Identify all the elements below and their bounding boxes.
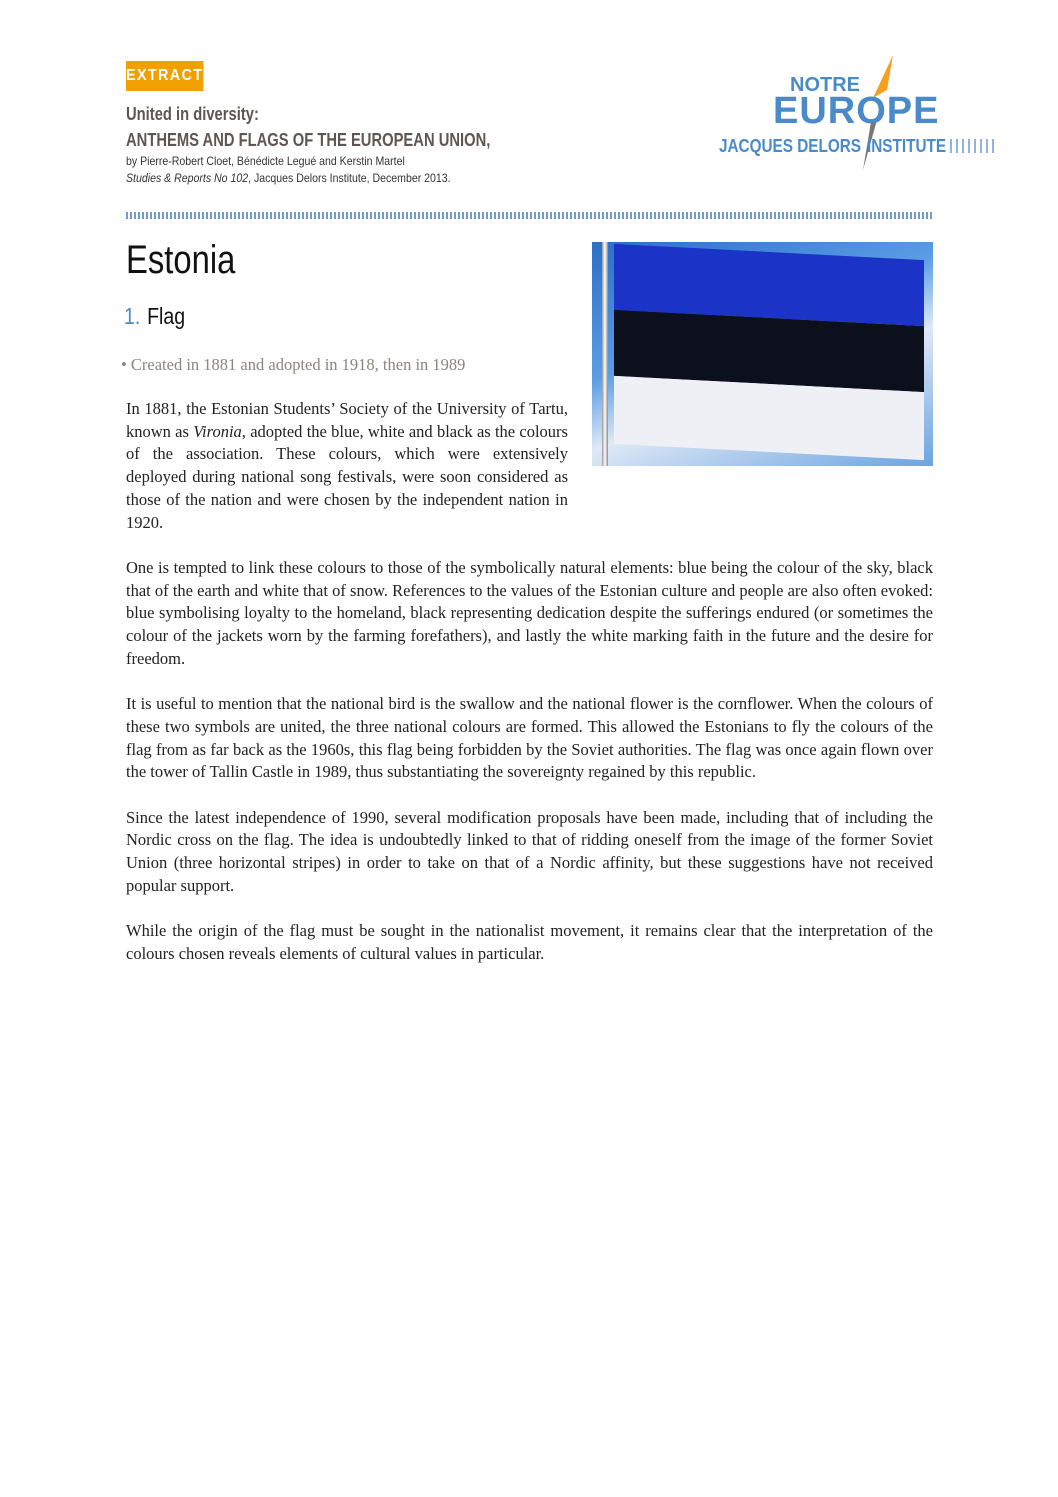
paragraph-2: One is tempted to link these colours to those of the symbolically natural elements: blue being the colour of the sky, black that of the earth and white that of snow. References to the values of the Estonian culture and people are also often evoked: blue symbolising loyalty to the homeland, black representing dedication despite the sufferings endured (or sometimes the colour of the jackets worn by the farming forefathers), and lastly the white marking faith in the future and the desire for freedom. [126, 557, 933, 668]
logo-stripes [950, 139, 996, 153]
summary-bullet: • Created in 1881 and adopted in 1918, then in 1989 [121, 355, 466, 374]
series-name: Studies & Reports No 102 [126, 171, 249, 185]
paragraph-1 [126, 398, 933, 534]
logo-jacques-delors: JACQUES DELORS [719, 136, 861, 156]
extract-badge: EXTRACT [126, 61, 203, 91]
series-info [126, 171, 451, 185]
authors: by Pierre-Robert Cloet, Bénédicte Legué and Kerstin Martel [126, 154, 405, 168]
logo-notre: NOTRE [790, 74, 860, 96]
text: , adopted the blue, white and black as the colours of the association. These colours, which were extensively deployed during national song festivals, were soon considered as those of the nation and were chosen by the independent nation in 1920. [126, 421, 568, 532]
logo-europe: EUROPE [773, 90, 940, 132]
header-divider [126, 212, 933, 219]
series-details: , Jacques Delors Institute, December 2013. [248, 171, 451, 185]
paragraph-3: It is useful to mention that the national bird is the swallow and the national flower is the cornflower. When the colours of these two symbols are united, the three national colours are formed. This allowed the Estonians to fly the colours of the flag from as far back as the 1960s, this flag being forbidden by the Soviet authorities. The flag was once again flown over the tower of Tallin Castle in 1989, thus substantiating the sovereignty regained by this republic. [126, 694, 933, 782]
publication-subtitle: United in diversity: [126, 104, 259, 124]
vironia-italic: Vironia [193, 421, 242, 441]
section-label: Flag [147, 303, 186, 329]
article-body [126, 398, 933, 988]
paragraph-5: While the origin of the flag must be sought in the nationalist movement, it remains clear that the interpretation of the colours chosen reveals elements of cultural values in particular. [126, 921, 933, 963]
page-title: Estonia [126, 238, 236, 282]
publication-title: ANTHEMS AND FLAGS OF THE EUROPEAN UNION, [126, 130, 491, 150]
notre-europe-logo [715, 50, 1005, 175]
paragraph-4: Since the latest independence of 1990, several modification proposals have been made, including that of including the Nordic cross on the flag. The idea is undoubtedly linked to that of ridding oneself from the image of the former Soviet Union (three horizontal stripes) in order to take on that of a Nordic affinity, but these suggestions have not received popular support. [126, 807, 933, 895]
text: In 1881, the Estonian Students’ Society of the University of Tartu, known as [126, 399, 568, 441]
section-number: 1. [124, 303, 141, 329]
section-heading [124, 303, 185, 330]
logo-institute: INSTITUTE [867, 136, 947, 156]
